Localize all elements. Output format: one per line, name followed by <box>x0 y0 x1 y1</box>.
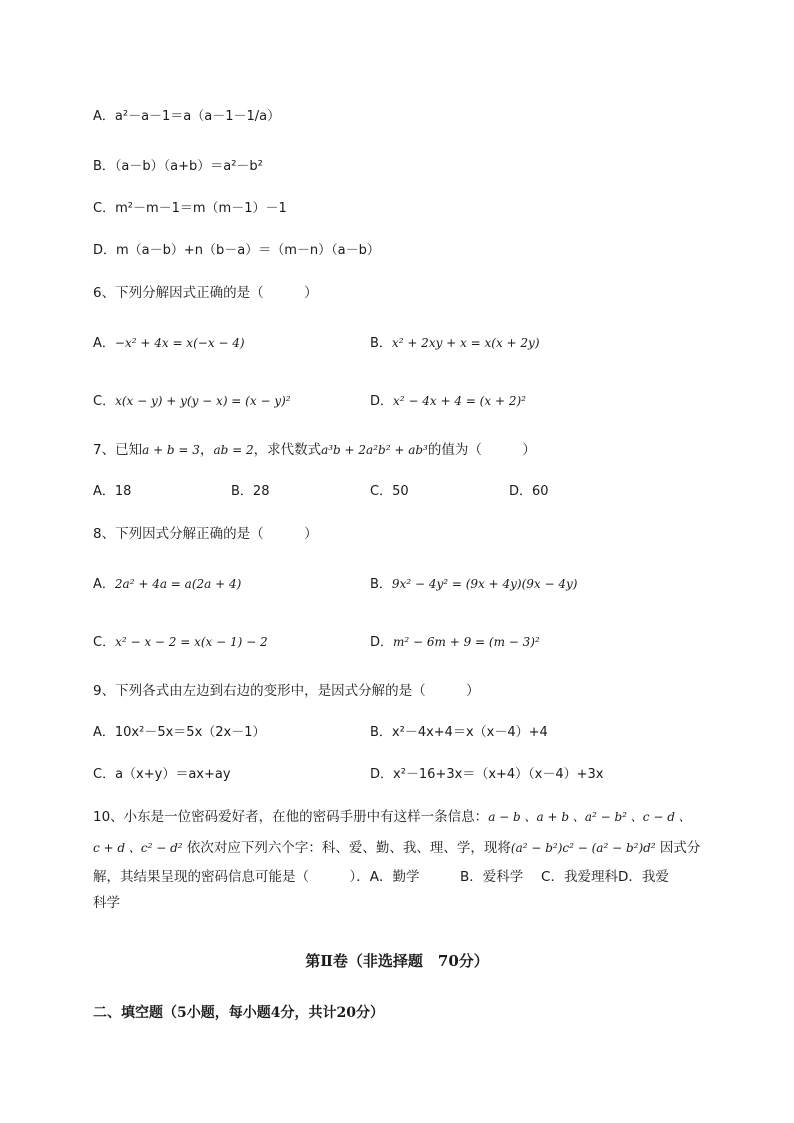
q7-cond2: ab = 2 <box>213 443 254 457</box>
q8-c-label: C． <box>93 635 116 650</box>
q6-b-expr: x² + 2xy + x = x(x + 2y) <box>391 336 540 350</box>
q9-option-a: A．10x²－5x＝5x（2x－1） <box>93 725 266 740</box>
q7-option-b: B．28 <box>231 484 270 499</box>
q10-line2-math1: c + d 、c² − d² <box>93 841 183 855</box>
q5-option-a: A．a²－a－1＝a（a－1－1/a） <box>93 109 281 124</box>
q8-a-label: A． <box>93 577 115 592</box>
q8-c-expr: x² − x − 2 = x(x − 1) − 2 <box>115 635 268 649</box>
q8-stem: 8、下列因式分解正确的是（ ） <box>93 526 318 542</box>
q9-option-b: B．x²－4x+4＝x（x－4）+4 <box>370 725 548 740</box>
q8-d-expr: m² − 6m + 9 = (m − 3)² <box>393 635 540 649</box>
q8-option-b <box>370 575 577 594</box>
q6-option-c <box>93 392 291 411</box>
q9-option-c: C．a（x+y）＝ax+ay <box>93 767 231 782</box>
q6-c-label: C． <box>93 394 116 409</box>
q10-line2-text2: 因式分 <box>655 840 701 856</box>
q7-stem-prefix: 7、已知 <box>93 442 143 458</box>
q10-line1-math: a − b 、a + b 、a² − b² 、c − d 、 <box>488 810 691 824</box>
q8-b-label: B． <box>370 577 392 592</box>
q10-line1-text: 10、小东是一位密码爱好者，在他的密码手册中有这样一条信息： <box>93 809 489 825</box>
q7-stem-mid: ，求代数式 <box>253 442 322 458</box>
q8-a-expr: 2a² + 4a = a(2a + 4) <box>114 577 242 591</box>
q7-option-d: D．60 <box>509 484 549 499</box>
q10-line-4: 科学 <box>93 895 120 911</box>
q6-d-label: D． <box>370 394 394 409</box>
q7-option-c: C．50 <box>370 484 409 499</box>
q9-stem: 9、下列各式由左边到右边的变形中，是因式分解的是（ ） <box>93 683 480 699</box>
section-2-title: 第Ⅱ卷（非选择题 70分） <box>305 952 489 970</box>
q8-option-d <box>370 633 540 652</box>
q6-b-label: B． <box>370 336 392 351</box>
section-2-subtitle: 二、填空题（5小题，每小题4分，共计20分） <box>93 1005 384 1021</box>
q7-cond1: a + b = 3 <box>142 443 200 457</box>
q10-line-2 <box>93 833 743 864</box>
q6-c-expr: x(x − y) + y(y − x) = (x − y)² <box>115 394 291 408</box>
q10-paragraph <box>93 802 743 915</box>
q7-option-a: A．18 <box>93 484 132 499</box>
q5-option-c: C．m²－m－1＝m（m－1）－1 <box>93 201 287 216</box>
q10-line-1 <box>93 802 743 833</box>
q6-option-b <box>370 334 540 353</box>
q10-line2-math2: (a² − b²)c² − (a² − b²)d² <box>510 841 656 855</box>
q8-b-expr: 9x² − 4y² = (9x + 4y)(9x − 4y) <box>391 577 578 591</box>
q5-option-b: B．（a－b）（a+b）＝a²－b² <box>93 159 263 174</box>
q10-line-3: 解，其结果呈现的密码信息可能是（ ）．A．勤学 B．爱科学 C．我爱理科D．我爱 <box>93 869 669 885</box>
q10-line2-text1: 依次对应下列六个字：科、爱、勤、我、理、学，现将 <box>182 840 511 856</box>
q6-stem: 6、下列分解因式正确的是（ ） <box>93 285 318 301</box>
q8-d-label: D． <box>370 635 394 650</box>
q5-option-d: D．m（a－b）+n（b－a）＝（m－n）（a－b） <box>93 243 380 258</box>
q6-a-expr: −x² + 4x = x(−x − 4) <box>114 336 245 350</box>
q7-sep: ， <box>199 442 214 458</box>
q6-d-expr: x² − 4x + 4 = (x + 2)² <box>393 394 526 408</box>
q6-option-a <box>93 334 245 353</box>
q8-option-a <box>93 575 241 594</box>
q9-option-d: D．x²－16+3x＝（x+4）（x－4）+3x <box>370 767 604 782</box>
q6-option-d <box>370 392 526 411</box>
q7-expression: a³b + 2a²b² + ab³ <box>321 443 428 457</box>
q8-option-c <box>93 633 268 652</box>
q6-a-label: A． <box>93 336 115 351</box>
q7-stem <box>93 441 536 459</box>
q7-stem-suffix: 的值为（ ） <box>427 442 536 458</box>
